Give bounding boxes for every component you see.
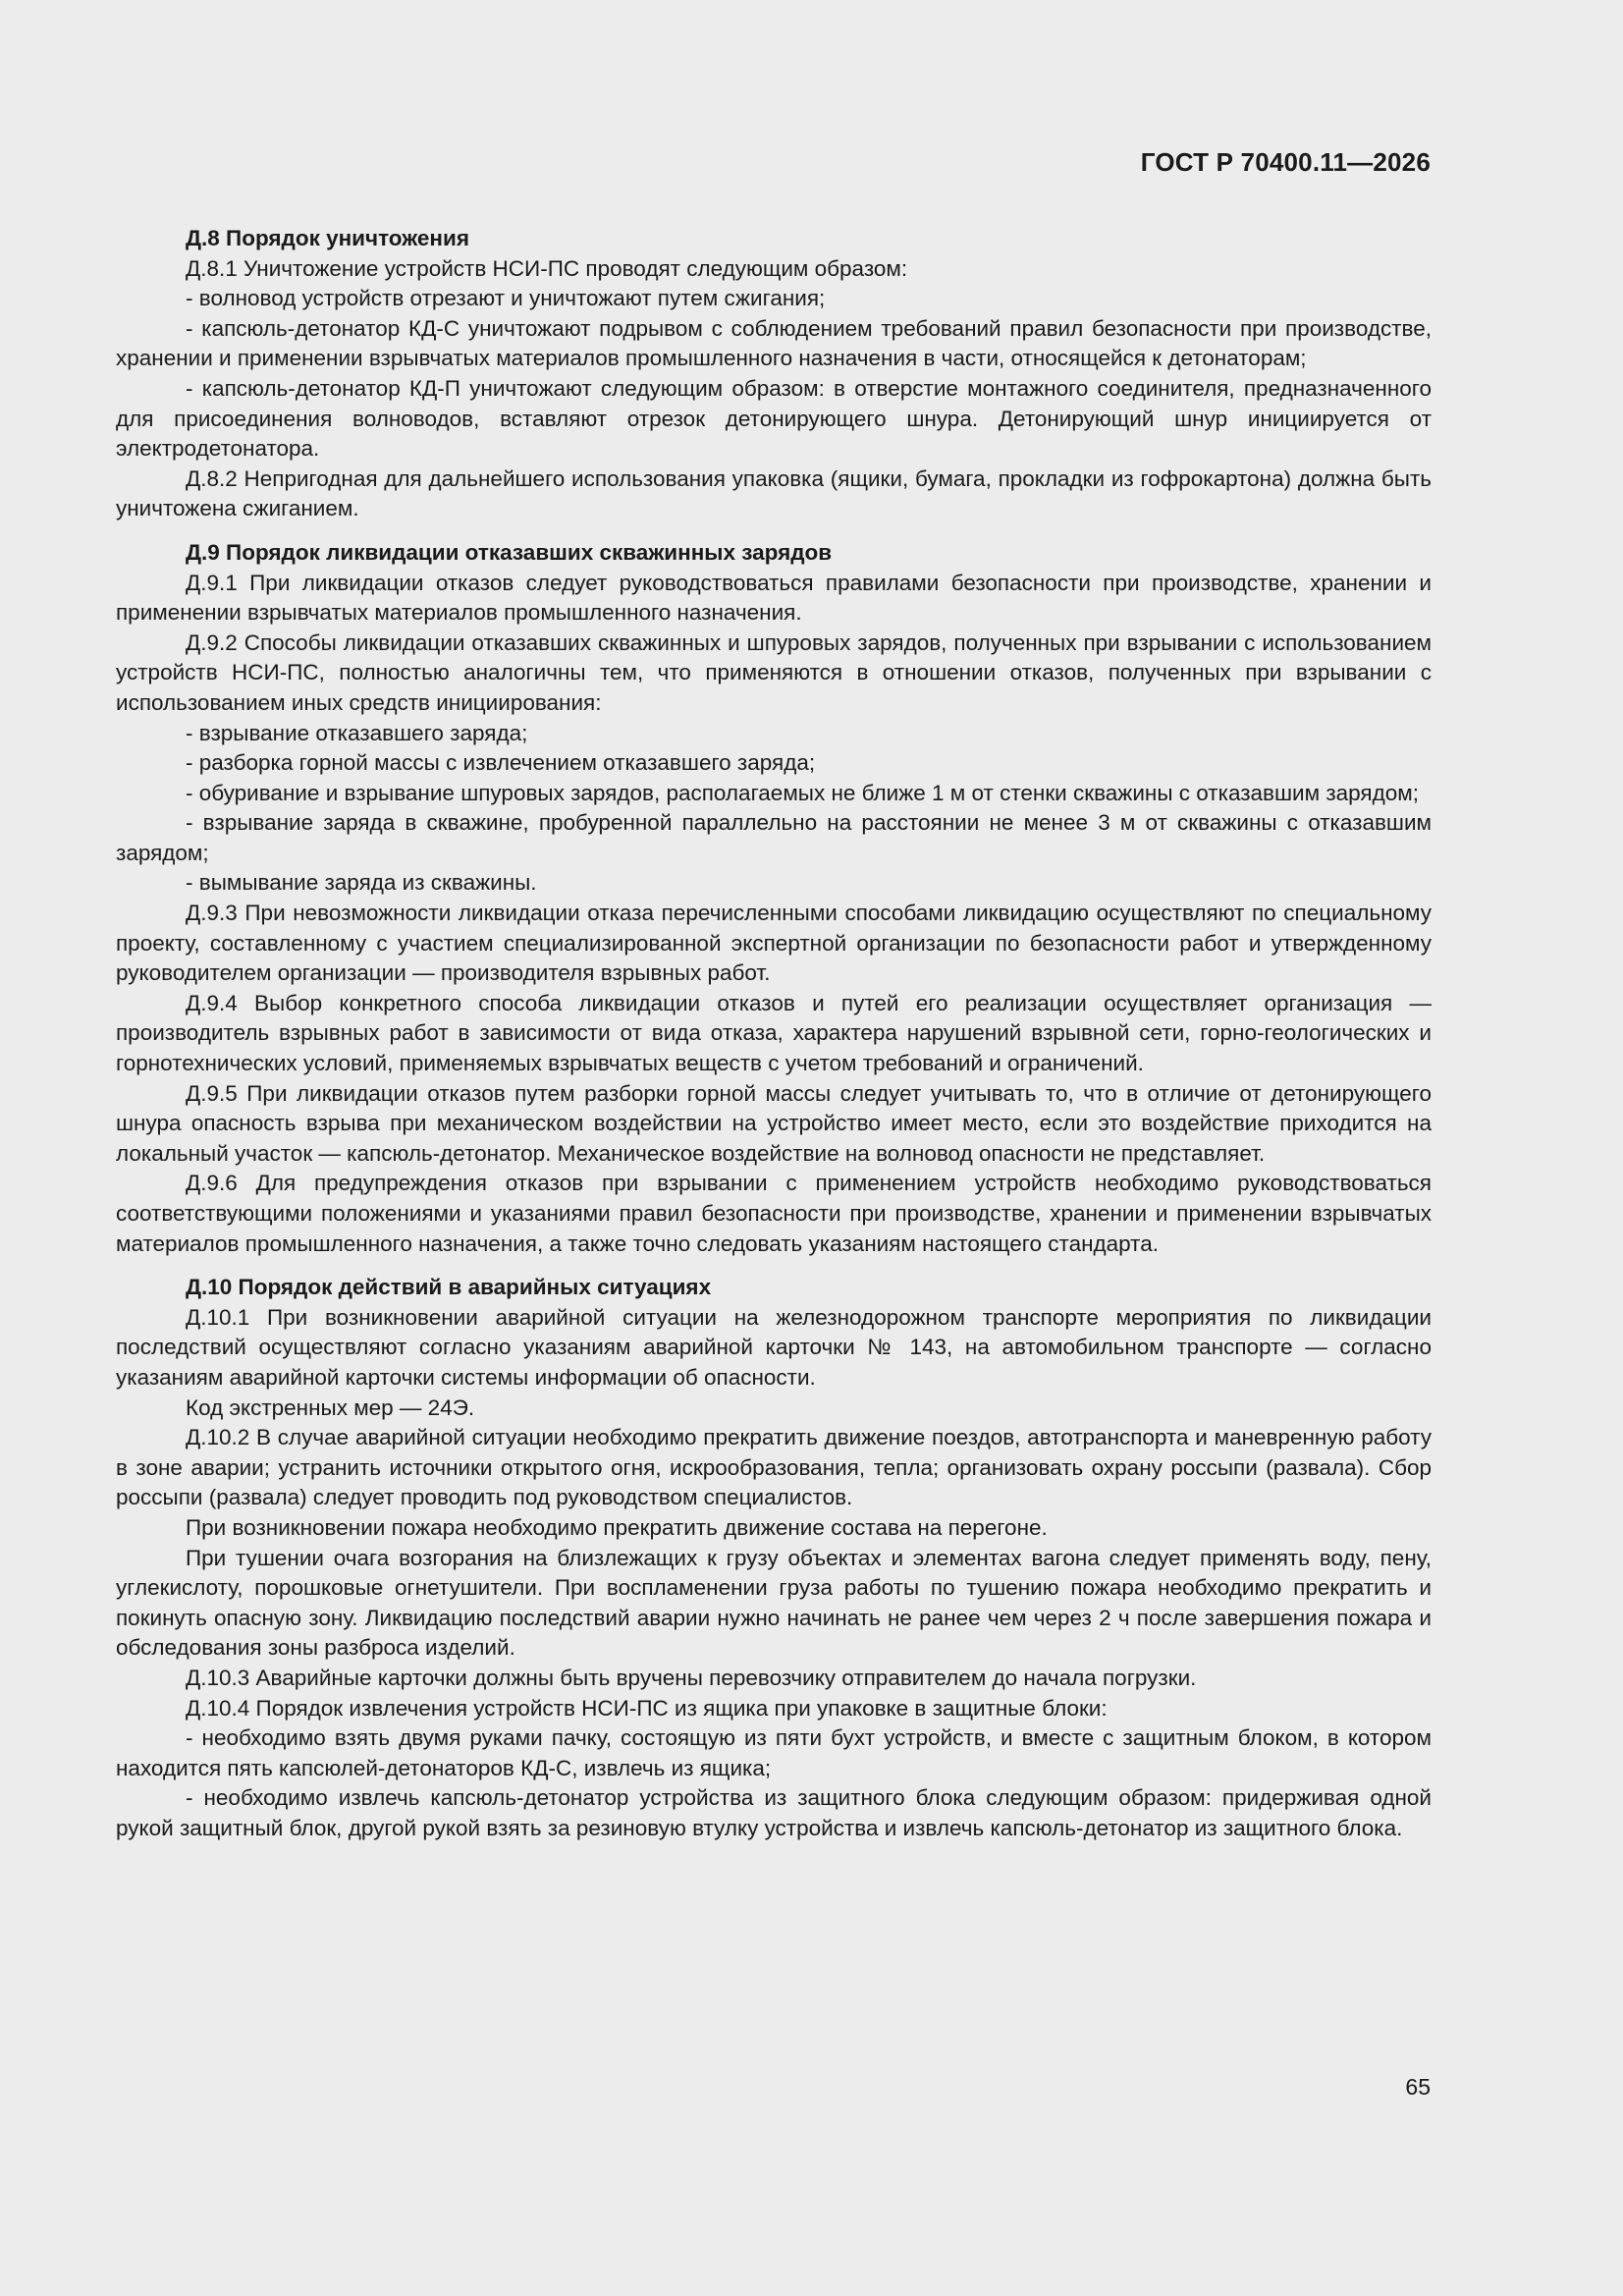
paragraph: Д.9.6 Для предупреждения отказов при взрывании с применением устройств необходимо руководствоваться соответствующими положениями и указаниями правил безопасности при производстве, хранении и применении взрывчатых материалов промышленного назначения, а также точно следовать указаниям настоящего стандарта. xyxy=(116,1171,1432,1256)
document-body xyxy=(116,224,1432,1843)
paragraph: При тушении очага возгорания на близлежащих к грузу объектах и элементах вагона следует применять воду, пену, углекислоту, порошковые огнетушители. При воспламенении груза работы по тушению пожара необходимо прекратить и покинуть опасную зону. Ликвидацию последствий аварии нужно начинать не ранее чем через 2 ч после завершения пожара и обследования зоны разброса изделий. xyxy=(116,1545,1432,1661)
list-item: - капсюль-детонатор КД-С уничтожают подрывом с соблюдением требований правил безопасности при производстве, хранении и применении взрывчатых материалов промышленного назначения в части, относящейся к детонаторам; xyxy=(116,315,1432,371)
list-item: - взрывание заряда в скважине, пробуренной параллельно на расстоянии не менее 3 м от скважины с отказавшим зарядом; xyxy=(116,810,1432,865)
list-item: - вымывание заряда из скважины. xyxy=(186,870,537,896)
list-item: - необходимо взять двумя руками пачку, состоящую из пяти бухт устройств, и вместе с защитным блоком, в котором находится пять капсюлей-детонаторов КД-С, извлечь из ящика; xyxy=(116,1725,1432,1780)
paragraph: Д.8.1 Уничтожение устройств НСИ-ПС проводят следующим образом: xyxy=(186,255,908,281)
list-item: - разборка горной массы с извлечением отказавшего заряда; xyxy=(186,750,816,776)
document-id-header: ГОСТ Р 70400.11—2026 xyxy=(1140,147,1431,177)
paragraph: Д.10.3 Аварийные карточки должны быть вручены перевозчику отправителем до начала погрузки. xyxy=(186,1665,1197,1690)
paragraph: Д.9.2 Способы ликвидации отказавших скважинных и шпуровых зарядов, полученных при взрывании с использованием устройств НСИ-ПС, полностью аналогичны тем, что применяются в отношении отказов, полученных при взрывании с использованием иных средств инициирования: xyxy=(116,629,1432,715)
list-item: - взрывание отказавшего заряда; xyxy=(186,720,528,745)
section-heading: Д.9 Порядок ликвидации отказавших скважинных зарядов xyxy=(186,539,833,565)
list-item: - обуривание и взрывание шпуровых зарядов, располагаемых не ближе 1 м от стенки скважины с отказавшим зарядом; xyxy=(186,780,1419,805)
paragraph: Д.10.1 При возникновении аварийной ситуации на железнодорожном транспорте мероприятия по ликвидации последствий осуществляют согласно указаниям аварийной карточки № 143, на автомобильном транспорте — согласно указаниям аварийной карточки системы информации об опасности. xyxy=(116,1304,1432,1390)
paragraph: Д.10.4 Порядок извлечения устройств НСИ-ПС из ящика при упаковке в защитные блоки: xyxy=(186,1695,1108,1721)
paragraph: Д.9.5 При ликвидации отказов путем разборки горной массы следует учитывать то, что в отличие от детонирующего шнура опасность взрыва при механическом воздействии на устройство имеет место, если это воздействие приходится на локальный участок — капсюль-детонатор. Механическое воздействие на волновод опасности не представляет. xyxy=(116,1080,1432,1166)
list-item: - капсюль-детонатор КД-П уничтожают следующим образом: в отверстие монтажного соединителя, предназначенного для присоединения волноводов, вставляют отрезок детонирующего шнура. Детонирующий шнур инициируется от электродетонатора. xyxy=(116,375,1432,462)
paragraph: Д.8.2 Непригодная для дальнейшего использования упаковка (ящики, бумага, прокладки из гофрокартона) должна быть уничтожена сжиганием. xyxy=(116,465,1432,521)
paragraph: Д.9.4 Выбор конкретного способа ликвидации отказов и путей его реализации осуществляет организация — производитель взрывных работ в зависимости от вида отказа, характера нарушений взрывной сети, горно-геологических и горнотехнических условий, применяемых взрывчатых веществ с учетом требований и ограничений. xyxy=(116,990,1432,1076)
section-heading: Д.8 Порядок уничтожения xyxy=(186,226,469,250)
list-item: - необходимо извлечь капсюль-детонатор устройства из защитного блока следующим образом: придерживая одной рукой защитный блок, другой рукой взять за резиновую втулку устройства и извлечь капсюль-детонатор из защитного блока. xyxy=(116,1785,1432,1840)
list-item: - волновод устройств отрезают и уничтожают путем сжигания; xyxy=(186,286,826,311)
section-heading: Д.10 Порядок действий в аварийных ситуациях xyxy=(186,1275,712,1300)
paragraph: При возникновении пожара необходимо прекратить движение состава на перегоне. xyxy=(186,1514,1048,1540)
paragraph: Д.9.3 При невозможности ликвидации отказа перечисленными способами ликвидацию осуществляют по специальному проекту, составленному с участием специализированной экспертной организации по безопасности работ и утвержденному руководителем организации — производителя взрывных работ. xyxy=(116,901,1432,986)
paragraph: Д.10.2 В случае аварийной ситуации необходимо прекратить движение поездов, автотранспорта и маневренную работу в зоне аварии; устранить источники открытого огня, искрообразования, тепла; организовать охрану россыпи (развала). Сбор россыпи (развала) следует проводить под руководством специалистов. xyxy=(116,1425,1432,1510)
paragraph: Д.9.1 При ликвидации отказов следует руководствоваться правилами безопасности при производстве, хранении и применении взрывчатых материалов промышленного назначения. xyxy=(116,570,1432,626)
page-number: 65 xyxy=(1405,2074,1431,2100)
paragraph: Код экстренных мер — 24Э. xyxy=(186,1394,475,1420)
